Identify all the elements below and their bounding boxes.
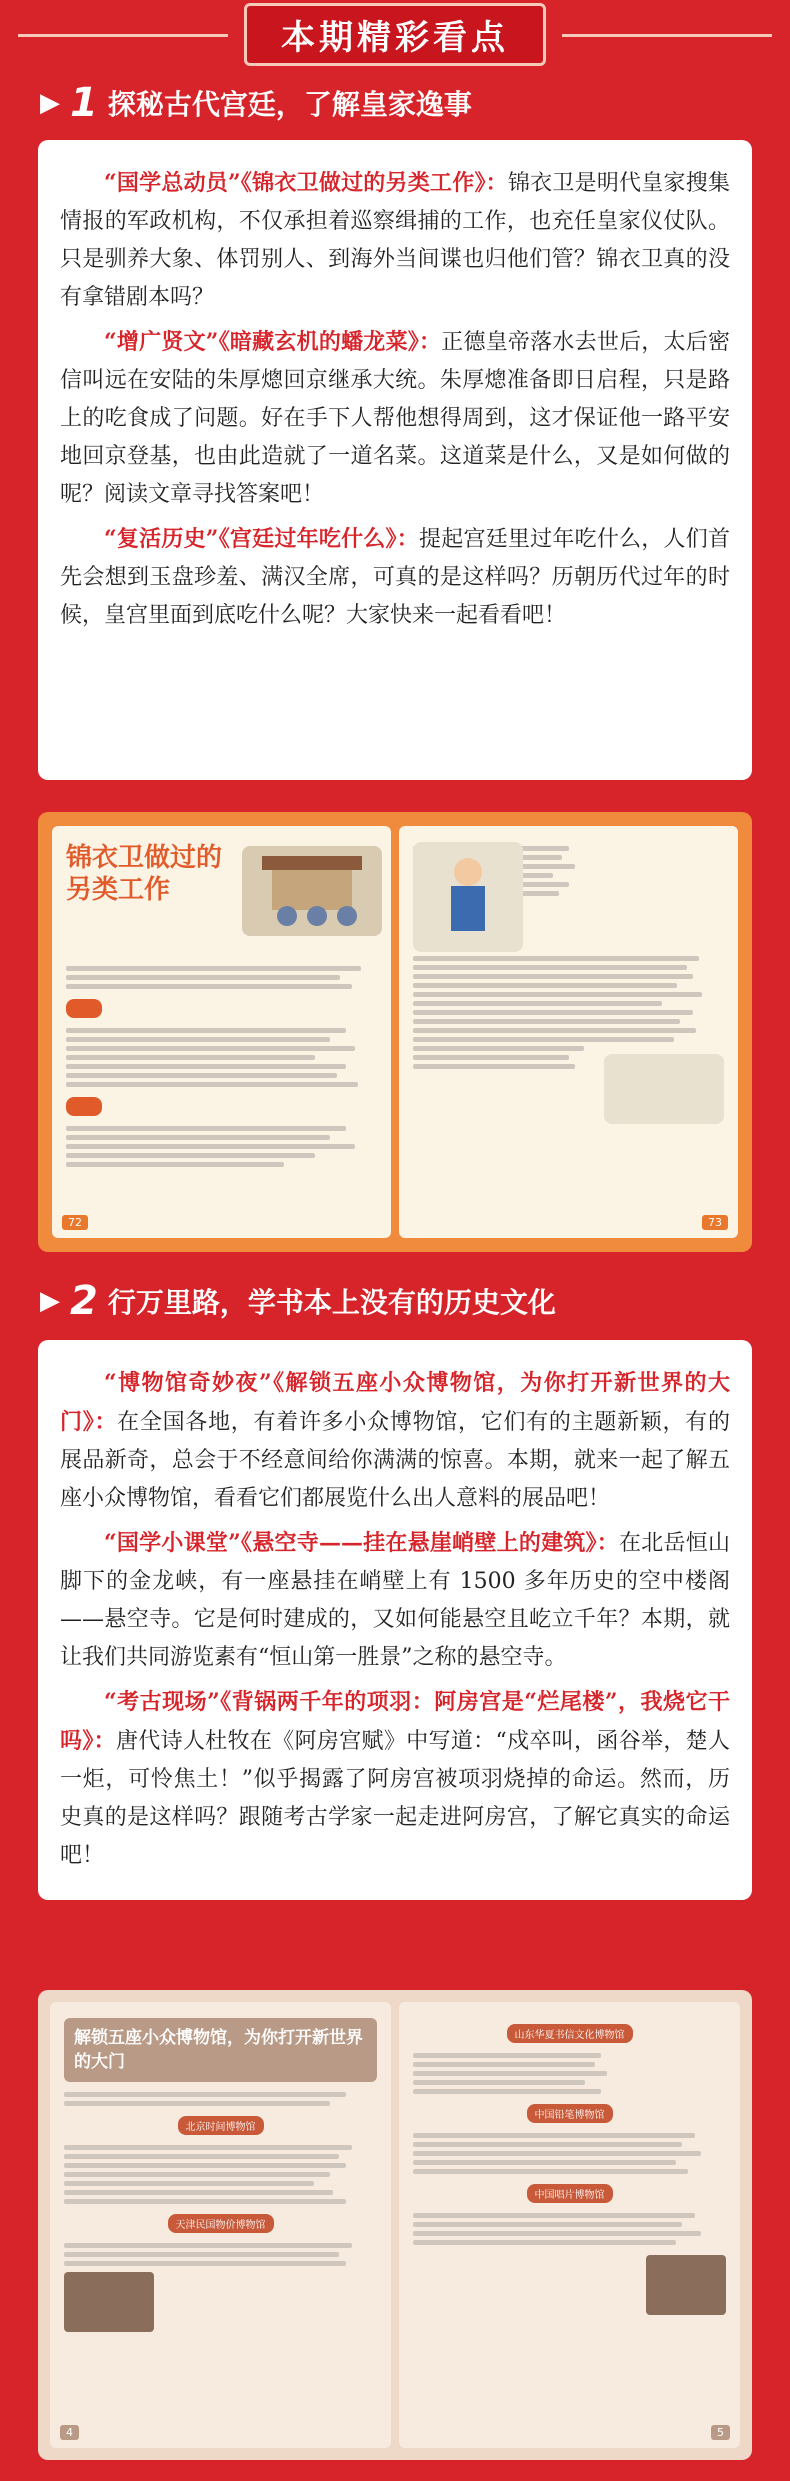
museum-photo bbox=[646, 2255, 726, 2315]
section-title: 探秘古代宫廷，了解皇家逸事 bbox=[107, 88, 472, 121]
guard-figure-icon bbox=[413, 842, 523, 952]
spread-article-title: 解锁五座小众博物馆，为你打开新世界的大门 bbox=[64, 2018, 377, 2082]
section-1-summary-card bbox=[38, 140, 752, 780]
museum-heading: 中国铅笔博物馆 bbox=[527, 2104, 613, 2123]
article-title: 《解锁五座小众博物馆，为你打开新世界的大门》： bbox=[60, 1370, 730, 1435]
page-number: 5 bbox=[711, 2425, 730, 2440]
column-name: “考古现场” bbox=[104, 1689, 220, 1715]
museum-heading: 天津民国物价博物馆 bbox=[168, 2214, 274, 2233]
article-summary bbox=[60, 164, 730, 317]
figure-illustration bbox=[413, 842, 523, 952]
spread-left-page bbox=[50, 2002, 391, 2448]
article-title: 《背锅两千年的项羽：阿房宫是“烂尾楼”，我烧它干吗》： bbox=[60, 1689, 731, 1754]
article-body: 唐代诗人杜牧在《阿房宫赋》中写道：“戍卒叫，函谷举，楚人一炬，可怜焦土！”似乎揭露了阿房宫被项羽烧掉的命运。然而，历史真的是这样吗？跟随考古学家一起走进阿房宫，了解它真实的命运吧！ bbox=[60, 1729, 730, 1868]
magazine-spread-preview-1 bbox=[38, 812, 752, 1252]
article-summary bbox=[60, 1524, 730, 1677]
subheading-pill bbox=[66, 1097, 102, 1116]
spread-right-page bbox=[399, 826, 738, 1238]
magazine-spread-preview-2 bbox=[38, 1990, 752, 2460]
section-number: 1 bbox=[70, 80, 98, 126]
section-number: 2 bbox=[70, 1278, 98, 1324]
spread-article-title: 锦衣卫做过的另类工作 bbox=[66, 843, 223, 905]
column-name: “国学总动员” bbox=[104, 170, 241, 196]
column-name: “增广贤文” bbox=[104, 329, 219, 355]
spread-left-page bbox=[52, 826, 391, 1238]
page-number: 73 bbox=[702, 1215, 728, 1230]
article-summary bbox=[60, 1364, 730, 1518]
article-title: 《暗藏玄机的蟠龙菜》： bbox=[218, 329, 442, 355]
page-number: 4 bbox=[60, 2425, 79, 2440]
article-body: 在全国各地，有着许多小众博物馆，它们有的主题新颖，有的展品新奇，总会于不经意间给你满满的惊喜。本期，就来一起了解五座小众博物馆，看看它们都展览什么出人意料的展品吧！ bbox=[60, 1410, 730, 1511]
column-name: “国学小课堂” bbox=[104, 1530, 241, 1556]
article-body: 锦衣卫是明代皇家搜集情报的军政机构，不仅承担着巡察缉捕的工作，也充任皇家仪仗队。只是驯养大象、体罚别人、到海外当间谍也归他们管？锦衣卫真的没有拿错剧本吗？ bbox=[60, 171, 730, 310]
museum-heading: 北京时间博物馆 bbox=[178, 2116, 264, 2135]
page-number: 72 bbox=[62, 1215, 88, 1230]
palace-illustration-icon bbox=[242, 846, 382, 936]
article-summary bbox=[60, 323, 730, 514]
header-title: 本期精彩看点 bbox=[244, 3, 546, 66]
article-summary bbox=[60, 1683, 730, 1875]
header-divider-left bbox=[18, 34, 228, 37]
elephant-illustration bbox=[604, 1054, 724, 1124]
play-arrow-icon: ▶ bbox=[40, 1286, 60, 1316]
column-name: “博物馆奇妙夜” bbox=[104, 1370, 272, 1396]
museum-heading: 山东华夏书信文化博物馆 bbox=[507, 2024, 633, 2043]
section-2-heading bbox=[40, 1278, 556, 1324]
article-body: 正德皇帝落水去世后，太后密信叫远在安陆的朱厚熜回京继承大统。朱厚熜准备即日启程，只是路上的吃食成了问题。好在手下人帮他想得周到，这才保证他一路平安地回京登基，也由此造就了一道名菜。这道菜是什么，又是如何做的呢？阅读文章寻找答案吧！ bbox=[60, 330, 730, 507]
section-2-summary-card bbox=[38, 1340, 752, 1900]
play-arrow-icon: ▶ bbox=[40, 88, 60, 118]
issue-header bbox=[0, 0, 790, 68]
museum-photo bbox=[64, 2272, 154, 2332]
museum-heading: 中国唱片博物馆 bbox=[527, 2184, 613, 2203]
illustration bbox=[242, 846, 382, 936]
section-title: 行万里路，学书本上没有的历史文化 bbox=[107, 1286, 556, 1319]
article-title: 《锦衣卫做过的另类工作》： bbox=[240, 170, 508, 196]
column-name: “复活历史” bbox=[104, 526, 219, 552]
article-title: 《宫廷过年吃什么》： bbox=[218, 526, 419, 552]
article-body: 在北岳恒山脚下的金龙峡，有一座悬挂在峭壁上有 1500 多年历史的空中楼阁——悬空寺。它是何时建成的，又如何能悬空且屹立千年？本期，就让我们共同游览素有“恒山第一胜景”之称的悬空寺。 bbox=[60, 1531, 730, 1670]
subheading-pill bbox=[66, 999, 102, 1018]
article-title: 《悬空寺——挂在悬崖峭壁上的建筑》： bbox=[240, 1530, 620, 1556]
article-summary bbox=[60, 520, 730, 635]
section-1-heading bbox=[40, 80, 472, 126]
article-body: 提起宫廷里过年吃什么，人们首先会想到玉盘珍羞、满汉全席，可真的是这样吗？历朝历代过年的时候，皇宫里面到底吃什么呢？大家快来一起看看吧！ bbox=[60, 527, 730, 628]
spread-right-page bbox=[399, 2002, 740, 2448]
header-divider-right bbox=[562, 34, 772, 37]
